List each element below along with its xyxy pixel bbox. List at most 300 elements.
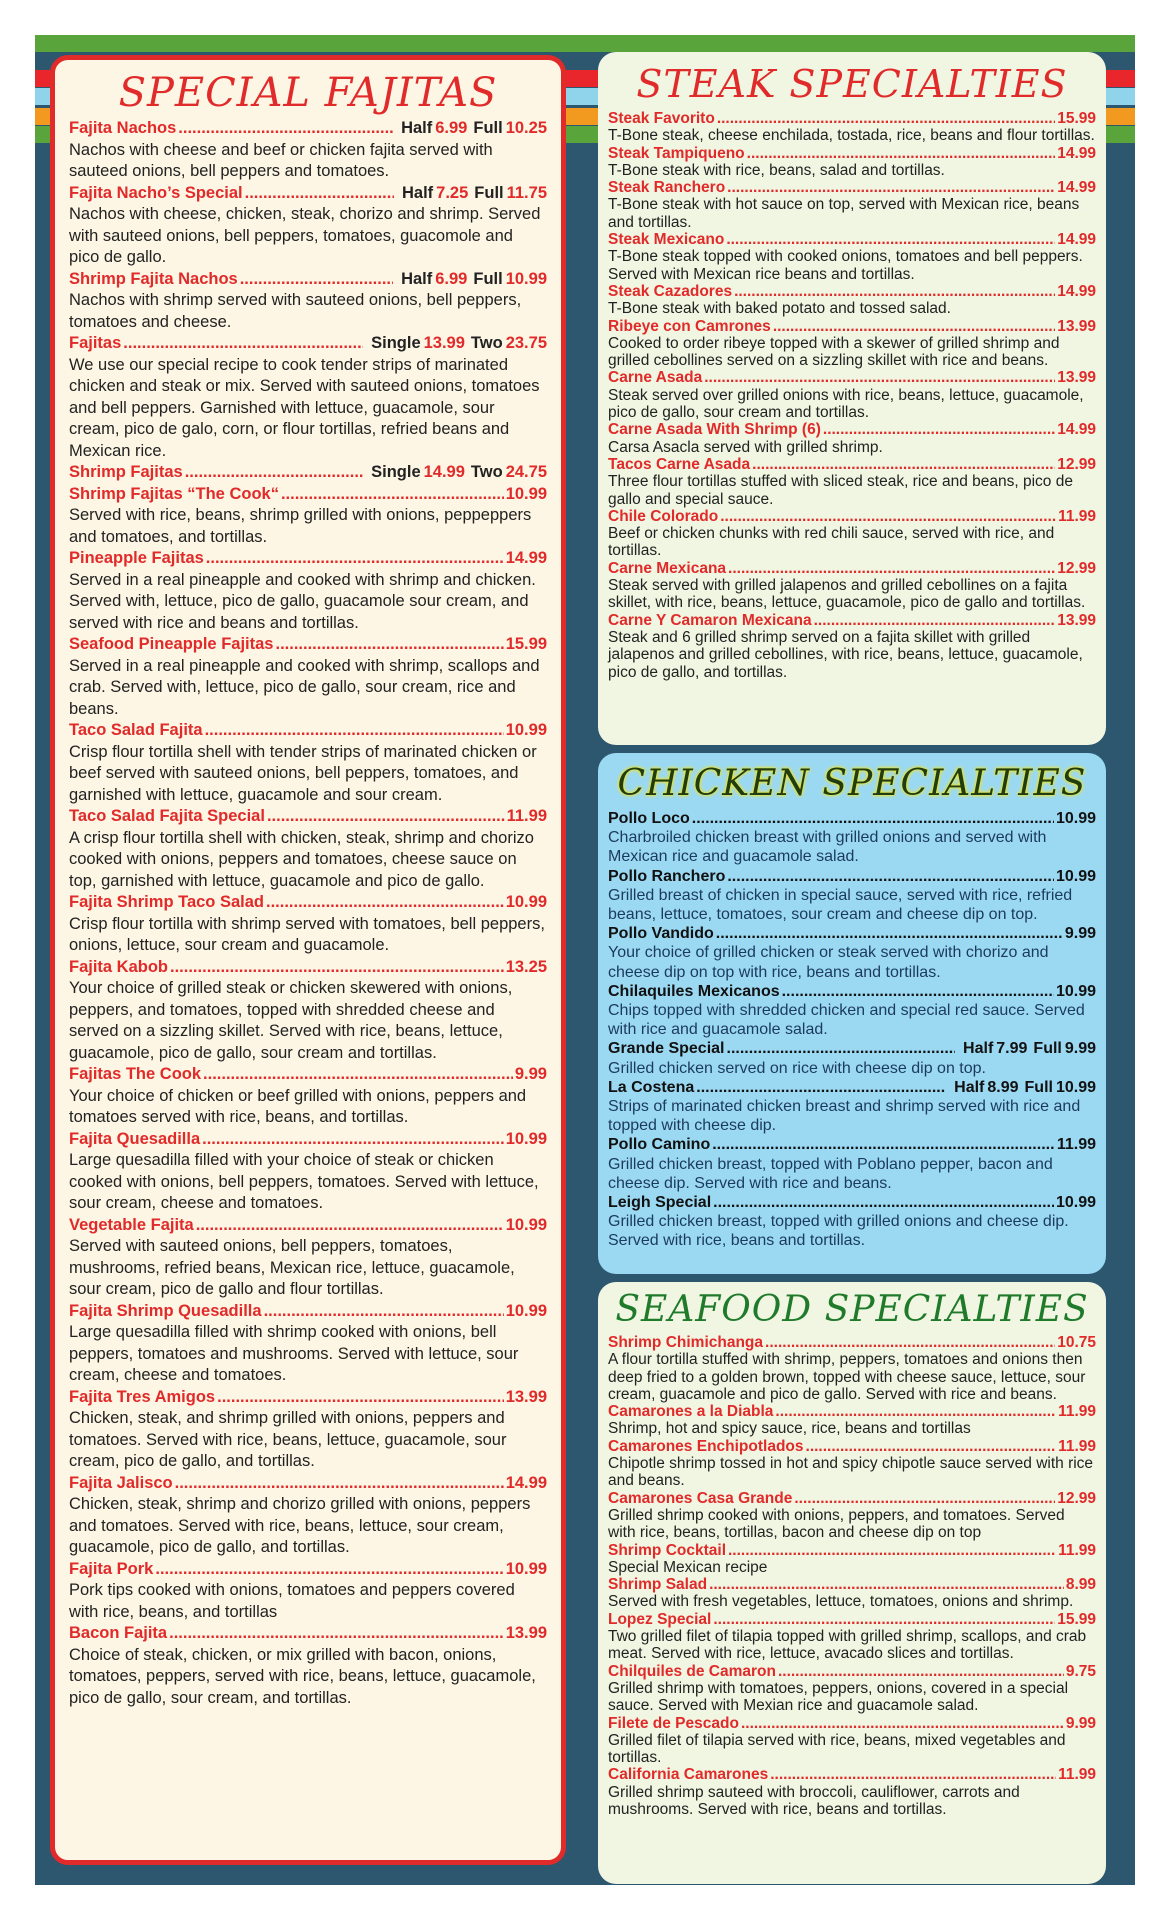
menu-item-name: Pineapple Fajitas bbox=[69, 549, 204, 567]
dot-leader bbox=[240, 269, 393, 291]
menu-item-price: 8.99 bbox=[987, 1078, 1019, 1096]
menu-item-name: Filete de Pescado bbox=[608, 1714, 739, 1732]
menu-item-name: Camarones a la Diabla bbox=[608, 1403, 774, 1421]
menu-item-name: Ribeye con Camrones bbox=[608, 317, 771, 335]
menu-item-name: La Costena bbox=[608, 1078, 695, 1096]
dot-leader bbox=[202, 1129, 504, 1151]
menu-item bbox=[608, 1766, 1096, 1818]
menu-item-name: Seafood Pineapple Fajitas bbox=[69, 635, 274, 653]
menu-item bbox=[608, 231, 1096, 283]
menu-item-description: Served with rice, beans, shrimp grilled with onions, peppeppers and tomatoes, and tortillas. bbox=[69, 506, 532, 546]
menu-item-header bbox=[608, 809, 1096, 828]
price-label: Full bbox=[473, 269, 503, 288]
dot-leader bbox=[217, 1387, 504, 1409]
price-label: Half bbox=[401, 183, 434, 202]
menu-item-name: Carne Y Camaron Mexicana bbox=[608, 611, 812, 629]
seafood-specialties-list bbox=[608, 1334, 1096, 1818]
menu-item bbox=[69, 1129, 547, 1215]
menu-item-description: Choice of steak, chicken, or mix grilled with bacon, onions, tomatoes, peppers, served with rice, beans, lettuce, guacamole, pico de gallo, sour cream, and tortillas. bbox=[69, 1645, 536, 1707]
menu-item-price: 12.99 bbox=[1057, 1489, 1096, 1507]
menu-item-name: Fajita Nacho’s Special bbox=[69, 183, 243, 202]
menu-item-header bbox=[69, 1387, 547, 1409]
menu-item-header bbox=[69, 1559, 547, 1581]
menu-item-description: Large quesadilla filled with shrimp cooked with onions, bell peppers, tomatoes and mushrooms. Served with lettuce, sour cream, cheese and tomatoes. bbox=[69, 1323, 519, 1384]
menu-item-price: 9.99 bbox=[1064, 925, 1096, 943]
menu-item-name: Shrimp Cocktail bbox=[608, 1541, 726, 1559]
menu-item bbox=[608, 283, 1096, 318]
menu-item-name: Vegetable Fajita bbox=[69, 1215, 194, 1234]
menu-item-name: Tacos Carne Asada bbox=[608, 455, 751, 473]
price-label: Two bbox=[470, 334, 503, 352]
menu-item-name: Carne Mexicana bbox=[608, 559, 727, 577]
special-fajitas-list bbox=[69, 118, 547, 1709]
menu-item-price: 10.99 bbox=[505, 1215, 547, 1234]
menu-item-price: 7.99 bbox=[996, 1040, 1028, 1058]
menu-item-header bbox=[69, 1064, 547, 1086]
menu-item-price: 10.99 bbox=[1055, 810, 1096, 827]
menu-item-description: Grilled chicken breast, topped with grilled onions and cheese dip. Served with rice, beans and tortillas. bbox=[608, 1213, 1069, 1250]
menu-item-price: 6.99 bbox=[435, 119, 468, 137]
dot-leader bbox=[178, 118, 393, 140]
menu-item-header bbox=[69, 462, 547, 484]
menu-item-header bbox=[69, 1623, 547, 1645]
menu-item-description: Strips of marinated chicken breast and shrimp served with rice and topped with cheese dip. bbox=[608, 1098, 1081, 1135]
menu-item-price: 13.99 bbox=[1057, 317, 1096, 335]
menu-item-price: 10.99 bbox=[505, 893, 547, 911]
menu-item-description: A crisp flour tortilla shell with chicken, steak, shrimp and chorizo cooked with onions, peppers and tomatoes, cheese sauce on top, garnished with lettuce, guacamole and pico de gallo. bbox=[69, 828, 534, 890]
menu-item-price: 10.25 bbox=[505, 119, 547, 137]
menu-item-name: Carne Asada With Shrimp (6) bbox=[608, 421, 821, 439]
menu-item bbox=[608, 1542, 1096, 1577]
menu-item bbox=[608, 1576, 1096, 1611]
dot-leader bbox=[823, 421, 1055, 438]
steak-specialties-title: STEAK SPECIALTIES bbox=[636, 62, 1068, 106]
menu-item-header bbox=[69, 333, 547, 355]
special-fajitas-title: SPECIAL FAJITAS bbox=[118, 70, 498, 116]
price-label: Full bbox=[1024, 1078, 1053, 1096]
menu-item-price: 14.99 bbox=[1057, 421, 1096, 439]
menu-item-price: 12.99 bbox=[1057, 455, 1096, 473]
menu-item bbox=[608, 1135, 1096, 1193]
menu-item-price: 14.99 bbox=[1057, 282, 1096, 300]
menu-item-description: Cooked to order ribeye topped with a skewer of grilled shrimp and grilled cebollines served on a sizzling skillet with rice and beans. bbox=[608, 334, 1060, 370]
dot-leader bbox=[727, 867, 1054, 886]
dot-leader bbox=[267, 806, 505, 828]
menu-item-description: Grilled chicken breast, topped with Poblano pepper, bacon and cheese dip. Served with rice and beans. bbox=[608, 1155, 1053, 1192]
steak-specialties-list bbox=[608, 110, 1096, 681]
menu-item-price: 14.99 bbox=[1057, 144, 1096, 162]
dot-leader bbox=[203, 1064, 513, 1086]
menu-item-price: 13.99 bbox=[505, 1387, 547, 1406]
dot-leader bbox=[155, 1559, 503, 1581]
menu-item-description: Chips topped with shredded chicken and special red sauce. Served with rice and guacamole salad. bbox=[608, 1002, 1085, 1039]
menu-item-name: Fajita Pork bbox=[69, 1559, 154, 1578]
menu-item-description: Steak served over grilled onions with rice, beans, lettuce, guacamole, pico de gallo, sour cream and tortillas. bbox=[608, 386, 1084, 422]
menu-item bbox=[69, 1387, 547, 1473]
menu-item-header bbox=[608, 1078, 1096, 1097]
menu-item-description: Crisp flour tortilla with shrimp served with tomatoes, bell peppers, onions, lettuce, sour cream and guacamole. bbox=[69, 914, 545, 954]
price-label: Single bbox=[371, 463, 421, 481]
menu-item-header bbox=[608, 1438, 1096, 1455]
menu-item-header bbox=[69, 720, 547, 742]
menu-item bbox=[608, 456, 1096, 508]
menu-item-header bbox=[608, 1334, 1096, 1351]
menu-item-price: 9.99 bbox=[514, 1065, 547, 1083]
menu-item-description: Nachos with cheese and beef or chicken fajita served with sauteed onions, bell peppers and tomatoes. bbox=[69, 140, 493, 180]
special-fajitas-panel bbox=[50, 55, 566, 1865]
menu-item-price: 14.99 bbox=[505, 549, 547, 567]
menu-item-description: Special Mexican recipe bbox=[608, 1558, 768, 1576]
dot-leader bbox=[726, 231, 1055, 248]
menu-item bbox=[608, 867, 1096, 925]
menu-item-description: Steak served with grilled jalapenos and grilled cebollines on a fajita skillet, with rice, beans, lettuce, guacamole, pico de gallo and tortillas. bbox=[608, 577, 1086, 612]
price-label: Half bbox=[954, 1078, 985, 1096]
menu-item-header bbox=[69, 957, 547, 979]
menu-item-header bbox=[608, 1576, 1096, 1593]
dot-leader bbox=[728, 1542, 1056, 1559]
menu-item-header bbox=[69, 892, 547, 914]
dot-leader bbox=[205, 720, 504, 742]
menu-item-name: Fajita Nachos bbox=[69, 119, 177, 137]
menu-item-name: Shrimp Fajita Nachos bbox=[69, 269, 238, 288]
menu-item bbox=[608, 1334, 1096, 1403]
menu-item-name: Shrimp Salad bbox=[608, 1576, 708, 1594]
menu-item-price: 10.99 bbox=[1055, 1078, 1096, 1096]
dot-leader bbox=[175, 1473, 504, 1495]
menu-item-description: Your choice of chicken or beef grilled with onions, peppers and tomatoes served with rice, beans, and tortillas. bbox=[69, 1086, 527, 1126]
menu-item-price: 10.99 bbox=[505, 1301, 547, 1320]
menu-item-description: T-Bone steak, cheese enchilada, tostada, rice, beans and flour tortillas. bbox=[608, 127, 1095, 145]
menu-item-header bbox=[608, 1663, 1096, 1680]
menu-item-price: 11.99 bbox=[1056, 1136, 1096, 1154]
menu-item-header bbox=[69, 269, 547, 291]
menu-item-name: California Camarones bbox=[608, 1766, 769, 1784]
menu-item-price: 11.99 bbox=[1058, 507, 1096, 525]
dot-leader bbox=[778, 1663, 1064, 1680]
menu-item-description: Nachos with cheese, chicken, steak, chorizo and shrimp. Served with sauteed onions, bell peppers, tomatoes, guacomole and pico de gallo. bbox=[69, 205, 541, 266]
dot-leader bbox=[245, 183, 394, 205]
menu-item-description: Served in a real pineapple and cooked with shrimp, scallops and crab. Served with, lettuce, pico de gallo, sour cream, rice and beans. bbox=[69, 656, 540, 718]
menu-item bbox=[608, 1715, 1096, 1767]
menu-item-name: Fajitas bbox=[69, 334, 122, 352]
dot-leader bbox=[770, 1766, 1056, 1783]
menu-item bbox=[69, 333, 547, 462]
menu-item bbox=[608, 560, 1096, 612]
menu-item-description: Grilled shrimp with tomatoes, peppers, onions, covered in a special sauce. Served with Mexian rice and guacamole salad. bbox=[608, 1679, 1069, 1715]
price-label: Full bbox=[1033, 1040, 1062, 1058]
menu-item-name: Chile Colorado bbox=[608, 507, 719, 525]
menu-item-price: 10.99 bbox=[1055, 867, 1096, 885]
menu-item bbox=[69, 183, 547, 269]
menu-item-name: Shrimp Fajitas bbox=[69, 463, 183, 481]
menu-item-price: 11.99 bbox=[506, 807, 547, 825]
menu-item-name: Steak Tampiqueno bbox=[608, 144, 745, 162]
menu-item-name: Pollo Loco bbox=[608, 810, 690, 827]
menu-item-name: Fajita Kabob bbox=[69, 957, 169, 976]
price-label: Half bbox=[963, 1040, 994, 1058]
menu-item bbox=[69, 1064, 547, 1129]
menu-item-price: 13.99 bbox=[1057, 611, 1096, 629]
dot-leader bbox=[266, 892, 504, 914]
menu-item bbox=[608, 1039, 1096, 1077]
menu-item-header bbox=[608, 110, 1096, 127]
seafood-specialties-panel bbox=[598, 1282, 1106, 1884]
menu-item bbox=[608, 982, 1096, 1040]
menu-item-name: Steak Mexicano bbox=[608, 231, 725, 249]
menu-item bbox=[608, 809, 1096, 867]
dot-leader bbox=[775, 1403, 1056, 1420]
menu-item-name: Shrimp Chimichanga bbox=[608, 1334, 764, 1351]
stripe-green-top bbox=[35, 35, 1135, 52]
menu-item-price: 10.99 bbox=[505, 1129, 547, 1148]
menu-item bbox=[69, 1215, 547, 1301]
menu-item-description: Three flour tortillas stuffed with sliced steak, rice and beans, pico de gallo and special sauce. bbox=[608, 473, 1073, 508]
menu-item-description: Shrimp, hot and spicy sauce, rice, beans and tortillas bbox=[608, 1420, 971, 1438]
menu-item-price: 15.99 bbox=[1057, 1610, 1096, 1628]
dot-leader bbox=[734, 283, 1055, 300]
menu-item bbox=[608, 1193, 1096, 1251]
menu-item-price: 10.99 bbox=[1055, 982, 1096, 1000]
menu-item-name: Chilquiles de Camaron bbox=[608, 1662, 776, 1680]
menu-item-header bbox=[608, 369, 1096, 386]
dot-leader bbox=[185, 462, 363, 484]
menu-item-header bbox=[608, 145, 1096, 162]
dot-leader bbox=[747, 145, 1056, 162]
menu-item bbox=[608, 1490, 1096, 1542]
menu-item-price: 14.99 bbox=[423, 463, 465, 481]
menu-item-header bbox=[608, 560, 1096, 577]
menu-item-description: T-Bone steak with hot sauce on top, served with Mexican rice, beans and tortillas. bbox=[608, 196, 1080, 231]
menu-item bbox=[69, 720, 547, 806]
menu-item-price: 10.99 bbox=[505, 484, 547, 503]
dot-leader bbox=[275, 634, 503, 656]
chicken-specialties-title: CHICKEN SPECIALTIES bbox=[617, 763, 1087, 804]
menu-item bbox=[608, 369, 1096, 421]
dot-leader bbox=[169, 1623, 504, 1645]
menu-item-description: Large quesadilla filled with your choice of steak or chicken cooked with onions, bell peppers, tomatoes. Served with lettuce, sour cream, cheese and tomatoes. bbox=[69, 1151, 539, 1212]
menu-item-header bbox=[608, 283, 1096, 300]
menu-item-header bbox=[608, 1715, 1096, 1732]
menu-item-header bbox=[608, 924, 1096, 943]
dot-leader bbox=[728, 560, 1055, 577]
menu-item-description: Pork tips cooked with onions, tomatoes and peppers covered with rice, beans, and tortillas bbox=[69, 1581, 515, 1621]
menu-item-description: Your choice of grilled steak or chicken skewered with onions, peppers, and tomatoes, topped with shredded cheese and served on a sizzling skillet. Served with rice, beans, lettuce, guacamole, pico de gallo, sour cream and tortillas. bbox=[69, 979, 513, 1062]
menu-item bbox=[69, 1623, 547, 1709]
dot-leader bbox=[704, 369, 1055, 386]
menu-item-header bbox=[608, 1490, 1096, 1507]
menu-item-price: 14.99 bbox=[1057, 231, 1096, 249]
dot-leader bbox=[720, 508, 1056, 525]
menu-item-name: Pollo Ranchero bbox=[608, 867, 726, 885]
menu-item bbox=[69, 806, 547, 892]
menu-item-price: 11.99 bbox=[1058, 1766, 1096, 1784]
menu-item-header bbox=[608, 421, 1096, 438]
chicken-specialties-list bbox=[608, 809, 1096, 1251]
menu-item-price: 10.99 bbox=[505, 1559, 547, 1578]
menu-item-description: Chipotle shrimp tossed in hot and spicy chipotle sauce served with rice and beans. bbox=[608, 1455, 1094, 1490]
seafood-specialties-title: SEAFOOD SPECIALTIES bbox=[615, 1289, 1089, 1330]
menu-item bbox=[608, 1663, 1096, 1715]
menu-item-description: Grilled chicken served on rice with cheese dip on top. bbox=[608, 1059, 986, 1077]
menu-item-name: Shrimp Fajitas “The Cook“ bbox=[69, 484, 279, 503]
menu-item-price: 24.75 bbox=[505, 463, 547, 481]
menu-item bbox=[69, 484, 547, 549]
menu-item-name: Fajita Jalisco bbox=[69, 1473, 173, 1492]
menu-item-price: 10.99 bbox=[1055, 1194, 1096, 1212]
menu-item-header bbox=[69, 634, 547, 656]
menu-item bbox=[608, 612, 1096, 681]
dot-leader bbox=[709, 1576, 1064, 1593]
menu-item-name: Steak Favorito bbox=[608, 110, 715, 127]
menu-item-header bbox=[69, 118, 547, 140]
menu-item bbox=[608, 318, 1096, 370]
dot-leader bbox=[281, 484, 504, 506]
price-label: Full bbox=[473, 119, 503, 137]
menu-item-header bbox=[69, 1473, 547, 1495]
menu-item-price: 14.99 bbox=[505, 1473, 547, 1492]
menu-item-price: 14.99 bbox=[1057, 179, 1096, 197]
menu-item-name: Fajita Tres Amigos bbox=[69, 1387, 216, 1406]
menu-item-price: 15.99 bbox=[505, 635, 547, 653]
menu-item-price: 6.99 bbox=[435, 269, 468, 288]
menu-item-price: 12.99 bbox=[1057, 559, 1096, 577]
menu-item-name: Bacon Fajita bbox=[69, 1624, 168, 1642]
dot-leader bbox=[712, 1135, 1055, 1154]
menu-item-name: Lopez Special bbox=[608, 1610, 712, 1628]
dot-leader bbox=[773, 318, 1055, 335]
dot-leader bbox=[741, 1715, 1064, 1732]
menu-item-description: Grilled shrimp sauteed with broccoli, cauliflower, carrots and mushrooms. Served with rice, beans and tortillas. bbox=[608, 1783, 1020, 1819]
menu-item-name: Camarones Enchipotlados bbox=[608, 1437, 804, 1455]
menu-item-description: T-Bone steak with rice, beans, salad and tortillas. bbox=[608, 161, 945, 179]
menu-item-description: Served in a real pineapple and cooked with shrimp and chicken. Served with, lettuce, pico de gallo, guacamole sour cream, and served with rice and beans and tortillas. bbox=[69, 570, 536, 632]
menu-item-description: A flour tortilla stuffed with shrimp, peppers, tomatoes and onions then deep fried to a golden brown, topped with cheese sauce, lettuce, sour cream, guacamole and pico de gallo. Served with rice and beans. bbox=[608, 1351, 1086, 1403]
menu-item-description: Grilled shrimp cooked with onions, peppers, and tomatoes. Served with rice, beans, tortillas, bacon and cheese dip on top bbox=[608, 1506, 1065, 1542]
menu-item bbox=[608, 924, 1096, 982]
menu-item-description: Steak and 6 grilled shrimp served on a fajita skillet with grilled jalapenos and grilled cebollines, with rice, beans, lettuce, guacamole, pico de gallo, and tortillas. bbox=[608, 628, 1083, 681]
menu-item bbox=[608, 1403, 1096, 1438]
dot-leader bbox=[123, 333, 363, 355]
menu-item bbox=[69, 118, 547, 183]
menu-item-description: Chicken, steak, and shrimp grilled with onions, peppers and tomatoes. Served with rice, beans, lettuce, guacamole, sour cream, pico de gallo, and tortillas. bbox=[69, 1409, 507, 1470]
menu-item-header bbox=[608, 1193, 1096, 1212]
dot-leader bbox=[692, 809, 1054, 828]
menu-item bbox=[69, 269, 547, 334]
menu-item-name: Fajita Shrimp Quesadilla bbox=[69, 1301, 262, 1320]
menu-item bbox=[608, 508, 1096, 560]
menu-item-price: 11.75 bbox=[506, 183, 547, 202]
menu-item-header bbox=[69, 1301, 547, 1323]
menu-item-header bbox=[608, 612, 1096, 629]
menu-item-name: Taco Salad Fajita Special bbox=[69, 807, 265, 825]
menu-item bbox=[69, 548, 547, 634]
menu-item-header bbox=[69, 484, 547, 506]
menu-item-price: 9.99 bbox=[1065, 1714, 1096, 1732]
menu-item-price: 13.99 bbox=[505, 1624, 547, 1642]
menu-item bbox=[608, 110, 1096, 145]
dot-leader bbox=[716, 924, 1063, 943]
menu-item-price: 13.99 bbox=[1057, 369, 1096, 387]
menu-item-name: Fajita Shrimp Taco Salad bbox=[69, 893, 264, 911]
menu-item-name: Chilaquiles Mexicanos bbox=[608, 982, 780, 1000]
dot-leader bbox=[794, 1490, 1055, 1507]
dot-leader bbox=[782, 982, 1054, 1001]
price-label: Full bbox=[474, 183, 504, 202]
menu-item-description: Crisp flour tortilla shell with tender strips of marinated chicken or beef served with sauteed onions, bell peppers, tomatoes, and garnished with lettuce, guacamole and sour cream. bbox=[69, 742, 537, 804]
menu-item-header bbox=[608, 1542, 1096, 1559]
menu-item bbox=[69, 957, 547, 1065]
menu-item-description: Carsa Asacla served with grilled shrimp. bbox=[608, 438, 883, 456]
menu-item-header bbox=[608, 1403, 1096, 1420]
menu-item-price: 8.99 bbox=[1065, 1576, 1096, 1594]
menu-item bbox=[608, 1438, 1096, 1490]
menu-item-name: Carne Asada bbox=[608, 369, 703, 387]
menu-item-price: 10.99 bbox=[505, 269, 547, 288]
menu-item bbox=[69, 1559, 547, 1624]
menu-item-price: 9.75 bbox=[1065, 1662, 1096, 1680]
menu-item-price: 13.99 bbox=[423, 334, 465, 352]
menu-item bbox=[608, 1078, 1096, 1136]
menu-item-header bbox=[69, 1129, 547, 1151]
menu-item-price: 10.99 bbox=[505, 721, 547, 739]
menu-item-price: 9.99 bbox=[1064, 1040, 1096, 1058]
dot-leader bbox=[765, 1334, 1055, 1351]
menu-item-description: T-Bone steak topped with cooked onions, tomatoes and bell peppers. Served with Mexican rice beans and tortillas. bbox=[608, 248, 1083, 283]
menu-item-name: Steak Ranchero bbox=[608, 179, 726, 197]
menu-item-description: We use our special recipe to cook tender strips of marinated chicken and steak or mix. Served with sauteed onions, tomatoes and bell peppers. Garnished with lettuce, guacamole, sour cream, pico de galo, corn, or flour tortillas, refried beans and Mexican rice. bbox=[69, 355, 540, 460]
menu-item-description: T-Bone steak with baked potato and tossed salad. bbox=[608, 300, 951, 318]
menu-item bbox=[608, 145, 1096, 180]
menu-item-description: Chicken, steak, shrimp and chorizo grilled with onions, peppers and tomatoes. Served with rice, beans, lettuce, sour cream, guacamole, pico de gallo, and tortillas. bbox=[69, 1495, 531, 1556]
price-label: Half bbox=[401, 269, 433, 288]
menu-item-price: 23.75 bbox=[505, 334, 547, 352]
menu-item bbox=[69, 1301, 547, 1387]
menu-item-header bbox=[608, 982, 1096, 1001]
menu-item-header bbox=[608, 456, 1096, 473]
menu-item-price: 11.99 bbox=[1058, 1541, 1096, 1559]
dot-leader bbox=[713, 1611, 1055, 1628]
price-label: Two bbox=[470, 463, 503, 481]
menu-item bbox=[69, 892, 547, 957]
menu-item-description: Grilled filet of tilapia served with rice, beans, mixed vegetables and tortillas. bbox=[608, 1731, 1066, 1767]
menu-item-header bbox=[608, 231, 1096, 248]
menu-item-header bbox=[608, 867, 1096, 886]
menu-item-header bbox=[608, 179, 1096, 196]
menu-item-description: Served with fresh vegetables, lettuce, tomatoes, onions and shrimp. bbox=[608, 1593, 1074, 1611]
dot-leader bbox=[264, 1301, 504, 1323]
menu-item-description: Two grilled filet of tilapia topped with grilled shrimp, scallops, and crab meat. Served with rice, lettuce, avacado slices and tortillas. bbox=[608, 1628, 1087, 1663]
menu-item-description: Beef or chicken chunks with red chili sauce, served with rice, and tortillas. bbox=[608, 525, 1055, 560]
dot-leader bbox=[727, 179, 1055, 196]
menu-item-name: Pollo Camino bbox=[608, 1136, 711, 1154]
menu-item-header bbox=[608, 1766, 1096, 1783]
menu-item-header bbox=[69, 806, 547, 828]
menu-item-header bbox=[608, 318, 1096, 335]
menu-item-price: 10.75 bbox=[1057, 1334, 1096, 1351]
menu-item-name: Taco Salad Fajita bbox=[69, 721, 203, 739]
menu-item-price: 15.99 bbox=[1057, 110, 1096, 127]
menu-item-name: Leigh Special bbox=[608, 1194, 712, 1212]
menu-item bbox=[608, 179, 1096, 231]
chicken-specialties-panel bbox=[598, 753, 1106, 1274]
dot-leader bbox=[170, 957, 504, 979]
menu-item-price: 11.99 bbox=[1058, 1437, 1096, 1455]
steak-specialties-panel bbox=[598, 52, 1106, 745]
menu-item-header bbox=[69, 183, 547, 205]
dot-leader bbox=[713, 1193, 1054, 1212]
price-label: Single bbox=[371, 334, 421, 352]
menu-item bbox=[608, 421, 1096, 456]
